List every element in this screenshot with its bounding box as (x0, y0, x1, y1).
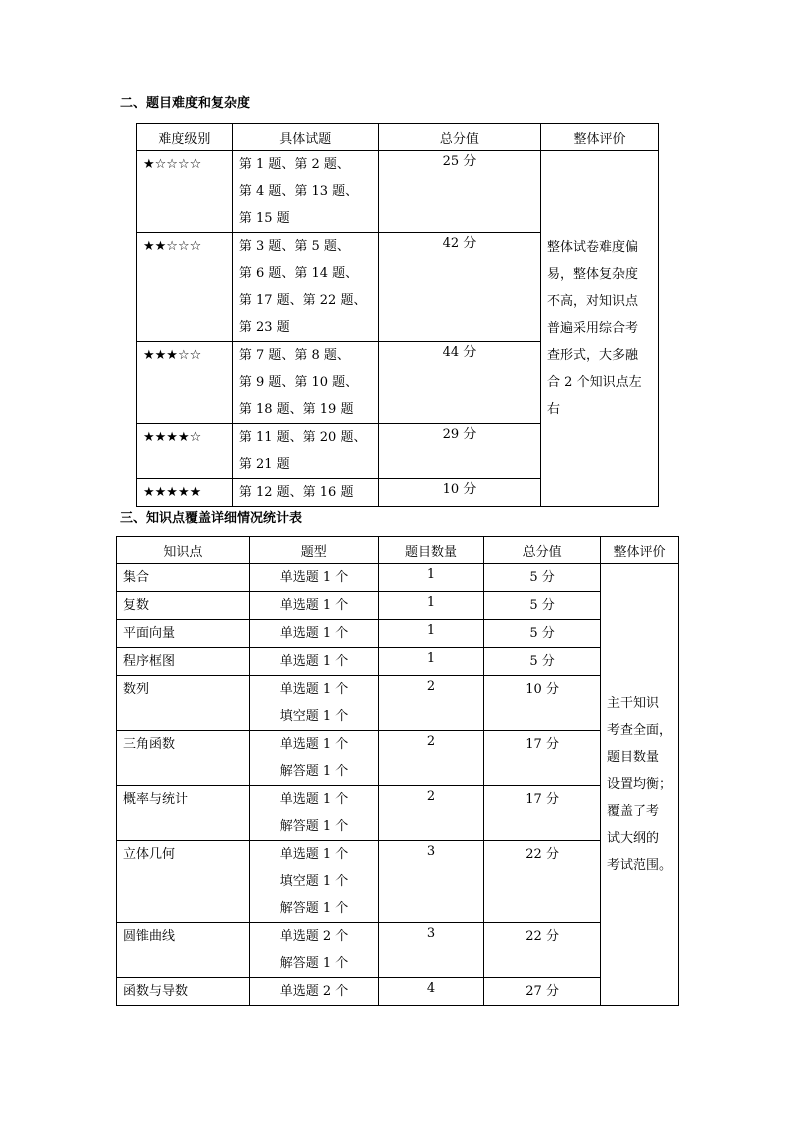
topic-score: 5 分 (529, 654, 555, 669)
topic-score-cell (484, 731, 601, 786)
header-topic-score: 总分值 (484, 537, 601, 564)
knowledge-row (117, 676, 679, 731)
knowledge-evaluation-cell (600, 564, 678, 1006)
question-count: 4 (426, 981, 436, 996)
knowledge-table-header (117, 537, 679, 564)
question-count: 3 (426, 844, 436, 859)
topic-score-cell (484, 592, 601, 620)
topic-score: 5 分 (529, 626, 555, 641)
question-list-line: 第 15 题 (238, 211, 290, 226)
evaluation-line: 不高，对知识点 (547, 294, 639, 309)
knowledge-row (117, 564, 679, 592)
topic-cell (117, 978, 250, 1006)
evaluation-line: 普遍采用综合考 (547, 321, 639, 336)
difficulty-score: 10 分 (442, 482, 477, 497)
question-list-line: 第 21 题 (238, 457, 290, 472)
question-count-cell (378, 676, 484, 731)
question-type-cell (249, 731, 378, 786)
question-list-cell (232, 151, 378, 233)
evaluation-line: 考试范围。 (606, 858, 672, 873)
question-type-line: 单选题 1 个 (279, 598, 349, 613)
section2-heading: 二、题目难度和复杂度 (120, 96, 251, 111)
question-count-cell (378, 923, 484, 978)
evaluation-line: 覆盖了考 (606, 804, 659, 819)
question-type-line: 单选题 2 个 (279, 984, 349, 999)
topic-cell (117, 564, 250, 592)
topic-cell (117, 592, 250, 620)
header-topic: 知识点 (117, 537, 250, 564)
question-type-line: 单选题 1 个 (279, 654, 349, 669)
difficulty-level-cell (137, 151, 233, 233)
topic-name: 圆锥曲线 (123, 929, 176, 944)
question-type-line: 单选题 1 个 (279, 737, 349, 752)
difficulty-score: 44 分 (442, 345, 477, 360)
topic-cell (117, 786, 250, 841)
topic-name: 程序框图 (123, 654, 176, 669)
difficulty-score-cell (378, 233, 540, 342)
difficulty-stars: ★★☆☆☆ (143, 239, 202, 254)
topic-score: 17 分 (525, 737, 559, 752)
question-count-cell (378, 592, 484, 620)
difficulty-table-header (137, 124, 659, 151)
question-type-cell (249, 786, 378, 841)
question-type-cell (249, 620, 378, 648)
question-list-line: 第 11 题、第 20 题、 (238, 430, 367, 445)
question-type-line: 单选题 1 个 (279, 570, 349, 585)
evaluation-line: 右 (547, 402, 561, 417)
difficulty-level-cell (137, 479, 233, 507)
question-list-cell (232, 233, 378, 342)
knowledge-row (117, 592, 679, 620)
topic-score-cell (484, 978, 601, 1006)
difficulty-score-cell (378, 424, 540, 479)
header-difficulty-level: 难度级别 (137, 124, 233, 151)
question-type-line: 解答题 1 个 (279, 764, 349, 779)
knowledge-row (117, 731, 679, 786)
difficulty-score-cell (378, 479, 540, 507)
question-type-line: 单选题 1 个 (279, 792, 349, 807)
evaluation-line: 查形式，大多融 (547, 348, 639, 363)
difficulty-level-cell (137, 342, 233, 424)
knowledge-row (117, 620, 679, 648)
question-count-cell (378, 648, 484, 676)
question-list-line: 第 3 题、第 5 题、 (238, 239, 350, 254)
evaluation-line: 易，整体复杂度 (547, 267, 639, 282)
difficulty-row (137, 151, 659, 233)
knowledge-row (117, 648, 679, 676)
question-count: 1 (426, 595, 436, 610)
question-count: 3 (426, 926, 436, 941)
topic-cell (117, 923, 250, 978)
topic-score-cell (484, 564, 601, 592)
knowledge-row (117, 786, 679, 841)
knowledge-row (117, 841, 679, 923)
question-list-line: 第 12 题、第 16 题 (238, 485, 354, 500)
question-count-cell (378, 564, 484, 592)
topic-cell (117, 841, 250, 923)
question-type-cell (249, 676, 378, 731)
question-type-line: 单选题 2 个 (279, 929, 349, 944)
topic-name: 三角函数 (123, 737, 176, 752)
topic-score-cell (484, 620, 601, 648)
question-list-cell (232, 479, 378, 507)
question-count-cell (378, 731, 484, 786)
question-type-line: 填空题 1 个 (279, 874, 349, 889)
topic-score: 10 分 (525, 682, 559, 697)
question-type-line: 单选题 1 个 (279, 847, 349, 862)
question-count: 1 (426, 651, 436, 666)
difficulty-stars: ★☆☆☆☆ (143, 157, 202, 172)
knowledge-table (116, 536, 679, 1006)
topic-name: 平面向量 (123, 626, 176, 641)
topic-score: 22 分 (525, 847, 559, 862)
question-list-line: 第 23 题 (238, 320, 290, 335)
question-list-line: 第 6 题、第 14 题、 (238, 266, 359, 281)
difficulty-stars: ★★★★★ (143, 485, 202, 500)
header-question-type: 题型 (249, 537, 378, 564)
question-list-cell (232, 424, 378, 479)
evaluation-line: 试大纲的 (606, 831, 659, 846)
question-count-cell (378, 786, 484, 841)
knowledge-row (117, 978, 679, 1006)
topic-name: 立体几何 (123, 847, 176, 862)
topic-score: 27 分 (525, 984, 559, 999)
topic-score: 22 分 (525, 929, 559, 944)
question-type-cell (249, 978, 378, 1006)
topic-name: 函数与导数 (123, 984, 189, 999)
topic-score: 17 分 (525, 792, 559, 807)
topic-name: 集合 (123, 570, 150, 585)
question-count-cell (378, 978, 484, 1006)
question-type-line: 单选题 1 个 (279, 682, 349, 697)
topic-score: 5 分 (529, 598, 555, 613)
question-type-cell (249, 841, 378, 923)
question-list-line: 第 1 题、第 2 题、 (238, 157, 350, 172)
question-list-line: 第 4 题、第 13 题、 (238, 184, 359, 199)
difficulty-table (136, 123, 659, 507)
difficulty-score: 42 分 (442, 236, 477, 251)
question-list-cell (232, 342, 378, 424)
topic-cell (117, 676, 250, 731)
evaluation-line: 题目数量 (606, 750, 659, 765)
evaluation-line: 主干知识 (606, 696, 659, 711)
evaluation-line: 整体试卷难度偏 (547, 240, 639, 255)
topic-name: 数列 (123, 682, 150, 697)
question-count: 1 (426, 623, 436, 638)
question-count: 2 (426, 679, 436, 694)
question-count-cell (378, 841, 484, 923)
evaluation-line: 考查全面， (606, 723, 672, 738)
difficulty-evaluation-cell (541, 151, 659, 507)
difficulty-stars: ★★★☆☆ (143, 348, 202, 363)
topic-score-cell (484, 676, 601, 731)
difficulty-level-cell (137, 424, 233, 479)
difficulty-score-cell (378, 342, 540, 424)
knowledge-row (117, 923, 679, 978)
topic-name: 复数 (123, 598, 150, 613)
topic-cell (117, 648, 250, 676)
question-type-line: 解答题 1 个 (279, 901, 349, 916)
question-type-line: 填空题 1 个 (279, 709, 349, 724)
question-type-cell (249, 923, 378, 978)
topic-score: 5 分 (529, 570, 555, 585)
difficulty-score: 29 分 (442, 427, 477, 442)
topic-name: 概率与统计 (123, 792, 189, 807)
evaluation-line: 设置均衡； (606, 777, 672, 792)
topic-cell (117, 620, 250, 648)
header-question-count: 题目数量 (378, 537, 484, 564)
difficulty-stars: ★★★★☆ (143, 430, 202, 445)
question-type-cell (249, 592, 378, 620)
evaluation-line: 合 2 个知识点左 (547, 375, 642, 390)
topic-score-cell (484, 841, 601, 923)
question-list-line: 第 9 题、第 10 题、 (238, 375, 359, 390)
question-count: 2 (426, 789, 436, 804)
topic-score-cell (484, 923, 601, 978)
question-type-cell (249, 648, 378, 676)
header-questions: 具体试题 (232, 124, 378, 151)
topic-cell (117, 731, 250, 786)
header-evaluation: 整体评价 (541, 124, 659, 151)
question-type-line: 解答题 1 个 (279, 819, 349, 834)
topic-score-cell (484, 648, 601, 676)
question-count: 1 (426, 567, 436, 582)
section3-heading: 三、知识点覆盖详细情况统计表 (120, 511, 303, 526)
question-type-line: 单选题 1 个 (279, 626, 349, 641)
difficulty-level-cell (137, 233, 233, 342)
difficulty-score-cell (378, 151, 540, 233)
question-count-cell (378, 620, 484, 648)
header-total-score: 总分值 (378, 124, 540, 151)
question-type-cell (249, 564, 378, 592)
question-list-line: 第 7 题、第 8 题、 (238, 348, 350, 363)
question-list-line: 第 18 题、第 19 题 (238, 402, 354, 417)
question-type-line: 解答题 1 个 (279, 956, 349, 971)
difficulty-score: 25 分 (442, 154, 477, 169)
question-count: 2 (426, 734, 436, 749)
question-list-line: 第 17 题、第 22 题、 (238, 293, 367, 308)
topic-score-cell (484, 786, 601, 841)
header-topic-evaluation: 整体评价 (600, 537, 678, 564)
